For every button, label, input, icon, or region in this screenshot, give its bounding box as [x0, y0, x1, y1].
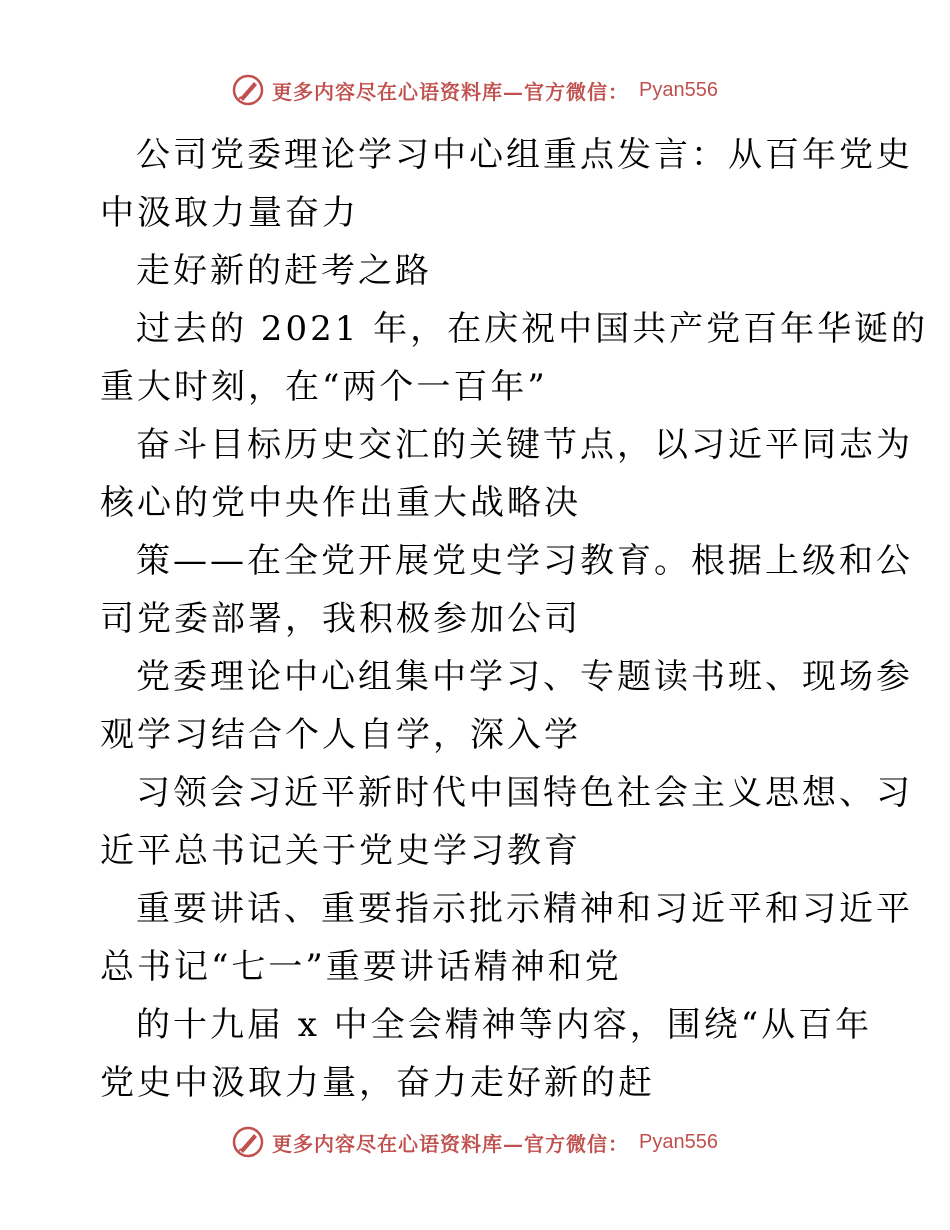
text-line: 观学习结合个人自学，深入学 — [100, 715, 581, 755]
text-line: 过去的 2021 年，在庆祝中国共产党百年华诞的 — [136, 309, 929, 349]
text-line: 中汲取力量奋力 — [100, 193, 359, 233]
text-line: 司党委部署，我积极参加公司 — [100, 599, 581, 639]
text-line: 公司党委理论学习中心组重点发言：从百年党史 — [136, 135, 913, 175]
text-line: 策——在全党开展党史学习教育。根据上级和公 — [136, 541, 913, 581]
text-line: 党史中汲取力量，奋力走好新的赶 — [100, 1063, 655, 1103]
text-line: 总书记“七一”重要讲话精神和党 — [100, 947, 622, 987]
footer-watermark — [0, 1124, 950, 1160]
text-line: 走好新的赶考之路 — [136, 251, 432, 291]
watermark-text: 更多内容尽在心语资料库—官方微信： — [272, 79, 630, 104]
watermark-wechat-id: Pyan556 — [639, 1130, 718, 1153]
text-line: 习领会习近平新时代中国特色社会主义思想、习 — [136, 773, 913, 813]
text-line: 重大时刻，在“两个一百年” — [100, 367, 548, 407]
pen-logo-icon — [232, 74, 264, 106]
document-body — [100, 126, 929, 1112]
text-line: 的十九届 x 中全会精神等内容，围绕“从百年 — [136, 1005, 873, 1045]
text-line: 党委理论中心组集中学习、专题读书班、现场参 — [136, 657, 913, 697]
pen-logo-icon — [232, 1126, 264, 1158]
text-line: 近平总书记关于党史学习教育 — [100, 831, 581, 871]
text-line: 奋斗目标历史交汇的关键节点，以习近平同志为 — [136, 425, 913, 465]
watermark-wechat-id: Pyan556 — [639, 78, 718, 101]
text-line: 核心的党中央作出重大战略决 — [100, 483, 581, 523]
watermark-text: 更多内容尽在心语资料库—官方微信： — [272, 1131, 630, 1156]
text-line: 重要讲话、重要指示批示精神和习近平和习近平 — [136, 889, 913, 929]
header-watermark — [0, 72, 950, 108]
